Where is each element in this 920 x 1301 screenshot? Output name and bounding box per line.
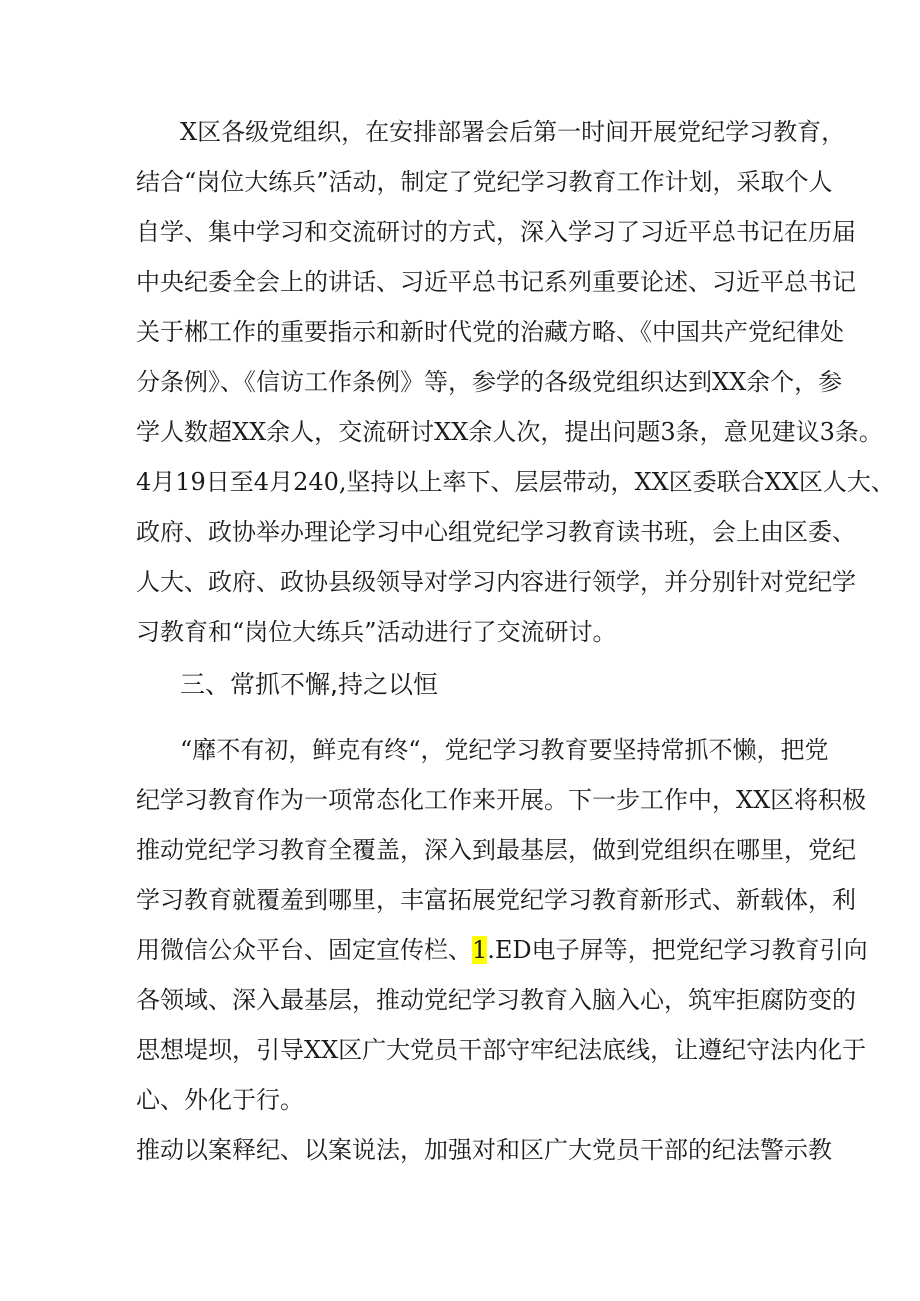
paragraph-line-with-highlight [136,934,868,966]
paragraph-line: 推动以案释纪、以案说法，加强对和区广大党员干部的纪法警示教 [136,1136,832,1164]
paragraph-line: X区各级党组织，在安排部署会后第一时间开展党纪学习教育， [180,118,846,146]
paragraph-line: 学人数超XX余人，交流研讨XX余人次，提出问题3条，意见建议3条。 [136,418,883,446]
paragraph-line: 结合“岗位大练兵”活动，制定了党纪学习教育工作计划，采取个人 [136,168,833,196]
section-heading: 三、常抓不懈,持之以恒 [180,670,438,699]
paragraph-line: 分条例》、《信访工作条例》等，参学的各级党组织达到XX余个，参 [136,368,843,396]
paragraph-line: “靡不有初，鲜克有终“，党纪学习教育要坚持常抓不懒，把党 [180,736,829,764]
paragraph-line: 推动党纪学习教育全覆盖，深入到最基层，做到党组织在哪里，党纪 [136,836,856,864]
paragraph-line: 各领域、深入最基层，推动党纪学习教育入脑入心，筑牢拒腐防变的 [136,986,856,1014]
paragraph-line: 中央纪委全会上的讲话、习近平总书记系列重要论述、习近平总书记 [136,268,856,296]
highlighted-text: 1 [472,936,488,964]
paragraph-line: 习教育和“岗位大练兵”活动进行了交流研讨。 [136,618,617,646]
paragraph-line: 纪学习教育作为一项常态化工作来开展。下一步工作中，XX区将积极 [136,786,867,814]
paragraph-line: 思想堤坝，引导XX区广大党员干部守牢纪法底线，让遵纪守法内化于 [136,1036,867,1064]
paragraph-line: 关于郴工作的重要指示和新时代党的治藏方略、《中国共产党纪律处 [136,318,844,346]
paragraph-line: 人大、政府、政协县级领导对学习内容进行领学，并分别针对党纪学 [136,568,856,596]
paragraph-line: 自学、集中学习和交流研讨的方式，深入学习了习近平总书记在历届 [136,218,856,246]
paragraph-line: 政府、政协举办理论学习中心组党纪学习教育读书班，会上由区委、 [136,518,856,546]
paragraph-line: 4月19日至4月240,坚持以上率下、层层带动，XX区委联合XX区人大、 [136,468,895,496]
line-text-start: 用微信公众平台、固定宣传栏、 [136,936,472,964]
paragraph-line: 学习教育就覆羞到哪里，丰富拓展党纪学习教育新形式、新载体，利 [136,886,856,914]
line-text-end: .ED电子屏等，把党纪学习教育引向 [487,936,868,964]
paragraph-line: 心、外化于行。 [136,1086,304,1114]
